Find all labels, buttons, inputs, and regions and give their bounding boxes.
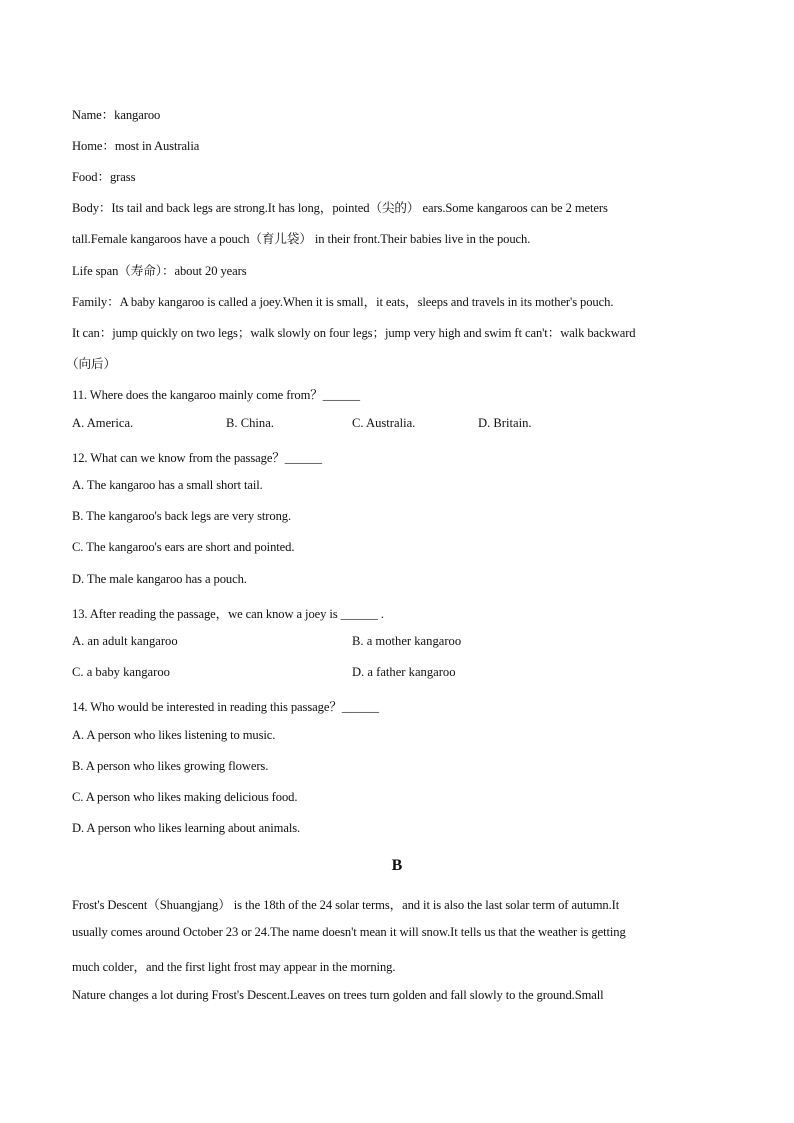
info-body-line-1: Body：Its tail and back legs are strong.It has long，pointed（尖的） ears.Some kangaroos can be 2 meters — [72, 201, 608, 215]
question-14-option-a[interactable]: A. A person who likes listening to music. — [72, 728, 276, 742]
section-b-heading: B — [391, 857, 403, 874]
question-14-option-b[interactable]: B. A person who likes growing flowers. — [72, 759, 269, 773]
question-11-option-c[interactable]: C. Australia. — [352, 416, 416, 430]
question-14-option-d[interactable]: D. A person who likes learning about animals. — [72, 821, 301, 835]
info-body-line-2: tall.Female kangaroos have a pouch（育儿袋） in their front.Their babies live in the pouch. — [72, 232, 531, 246]
question-14-option-c[interactable]: C. A person who likes making delicious food. — [72, 790, 298, 804]
question-12-stem: 12. What can we know from the passage？______ — [72, 451, 322, 465]
question-13-option-c[interactable]: C. a baby kangaroo — [72, 665, 170, 679]
question-13-option-b[interactable]: B. a mother kangaroo — [352, 634, 462, 648]
question-12-option-b[interactable]: B. The kangaroo's back legs are very strong. — [72, 509, 292, 523]
question-13-option-d[interactable]: D. a father kangaroo — [352, 665, 456, 679]
question-11-option-b[interactable]: B. China. — [226, 416, 274, 430]
section-b-line-4: Nature changes a lot during Frost's Descent.Leaves on trees turn golden and fall slowly to the ground.Small — [72, 988, 604, 1002]
info-life-span: Life span（寿命）：about 20 years — [72, 264, 247, 278]
info-family: Family：A baby kangaroo is called a joey.When it is small，it eats，sleeps and travels in its mother's pouch. — [72, 295, 614, 309]
question-12-option-d[interactable]: D. The male kangaroo has a pouch. — [72, 572, 247, 586]
question-14-stem: 14. Who would be interested in reading this passage？______ — [72, 700, 380, 714]
info-home: Home：most in Australia — [72, 139, 200, 153]
question-12-option-c[interactable]: C. The kangaroo's ears are short and pointed. — [72, 540, 295, 554]
section-b-line-2: usually comes around October 23 or 24.The name doesn't mean it will snow.It tells us that the weather is getting — [72, 925, 626, 939]
section-b-line-3: much colder，and the first light frost may appear in the morning. — [72, 960, 396, 974]
question-11-stem: 11. Where does the kangaroo mainly come from？______ — [72, 388, 360, 402]
info-name: Name：kangaroo — [72, 108, 161, 122]
info-can-line-1: It can：jump quickly on two legs；walk slowly on four legs；jump very high and swim ft can't：walk backward — [72, 326, 636, 340]
question-13-option-a[interactable]: A. an adult kangaroo — [72, 634, 178, 648]
question-11-option-a[interactable]: A. America. — [72, 416, 134, 430]
info-can-line-2: （向后） — [66, 357, 116, 371]
question-13-stem: 13. After reading the passage，we can know a joey is ______ . — [72, 607, 384, 621]
section-b-line-1: Frost's Descent（Shuangjang） is the 18th of the 24 solar terms，and it is also the last solar term of autumn.It — [72, 898, 620, 912]
question-11-option-d[interactable]: D. Britain. — [478, 416, 532, 430]
question-12-option-a[interactable]: A. The kangaroo has a small short tail. — [72, 478, 263, 492]
info-food: Food：grass — [72, 170, 136, 184]
